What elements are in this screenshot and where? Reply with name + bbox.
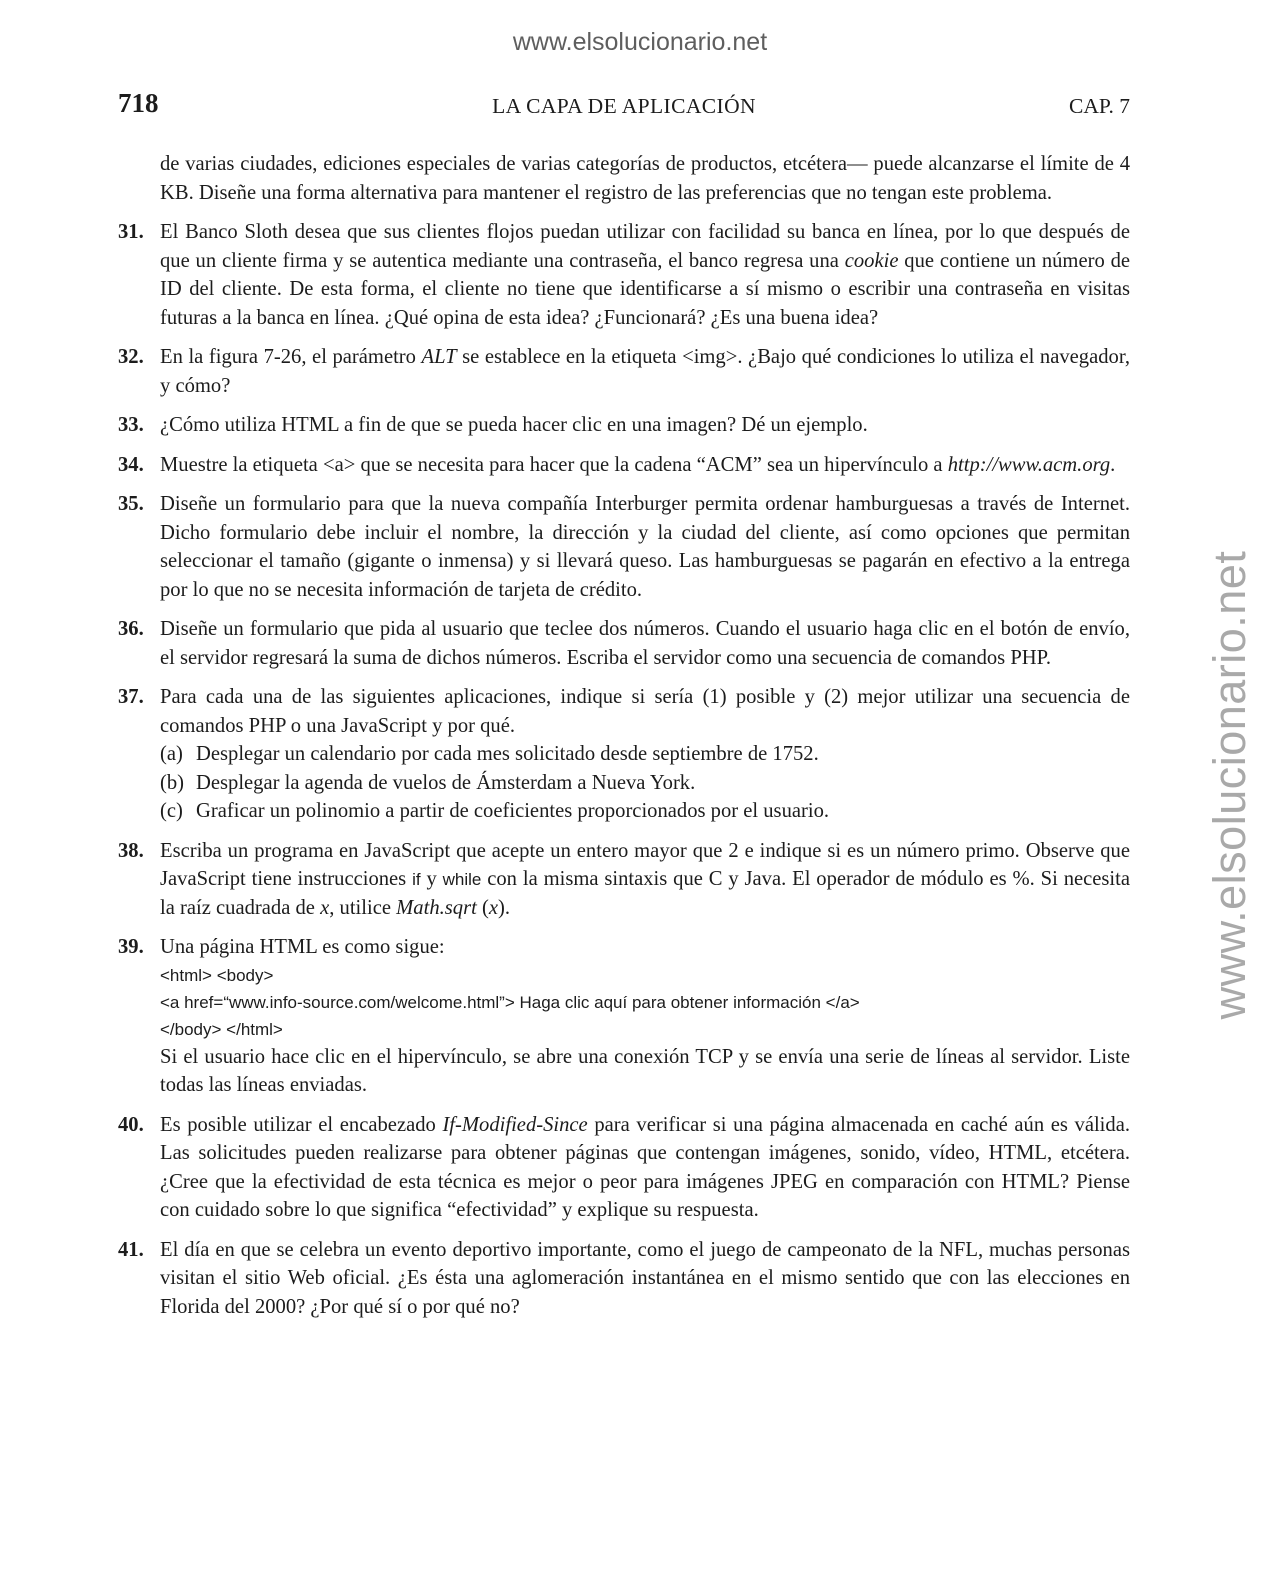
problem-italic: x [320, 896, 330, 919]
code-line: <a href=“www.info-source.com/welcome.html”> Haga clic aquí para obtener información </a> [160, 992, 860, 1012]
page-header [118, 88, 1130, 124]
problem-list [118, 150, 1130, 1332]
sub-item [160, 740, 1130, 769]
problem-38 [118, 837, 1130, 923]
problem-italic: ALT [421, 346, 457, 368]
continuation-text: de varias ciudades, ediciones especiales de varias categorías de productos, etcétera— puede alcanzarse el límite de 4 KB. Diseñe una forma alternativa para mantener el registro de las preferencias que no tengan este problema. [160, 153, 1130, 204]
problem-text: Para cada una de las siguientes aplicaciones, indique si sería (1) posible y (2) mejor utilizar una secuencia de comandos PHP o una JavaScript y por qué. [160, 686, 1130, 737]
problem-text: que contiene un número de ID del cliente. De esta forma, el cliente no tiene que identificarse a sí mismo o escribir una contraseña en visitas futuras a la banca en línea. ¿Qué opina de esta idea? ¿Funcionará? ¿Es una buena idea? [160, 249, 1131, 329]
problem-text: Diseñe un formulario para que la nueva compañía Interburger permita ordenar hamburguesas a través de Internet. Dicho formulario debe incluir el nombre, la dirección y la ciudad del cliente, así como opciones que permitan seleccionar el tamaño (gigante o inmensa) y si llevará queso. Las hamburguesas se pagarán en efectivo a la entrega por lo que no se necesita información de tarjeta de crédito. [160, 493, 1130, 601]
code-line: <html> <body> [160, 965, 274, 985]
problem-36 [118, 615, 1130, 672]
problem-text: Muestre la etiqueta <a> que se necesita para hacer que la cadena “ACM” sea un hipervínculo a [160, 453, 948, 476]
problem-number: 33. [118, 414, 144, 436]
problem-number: 41. [118, 1238, 144, 1261]
problem-32 [118, 343, 1130, 400]
problem-number: 38. [118, 839, 144, 862]
problem-text: El Banco Sloth desea que sus clientes flojos puedan utilizar con facilidad su banca en línea, por lo que después de que un cliente firma y se autentica mediante una contraseña, el banco regresa una [160, 221, 1130, 272]
problem-text: para verificar si una página almacenada en caché aún es válida. Las solicitudes pueden realizarse para obtener páginas que contengan imágenes, sonido, vídeo, HTML, etcétera. ¿Cree que la efectividad de esta técnica es mejor o peor para imágenes JPEG en comparación con HTML? Piense con cuidado sobre lo que significa “efectividad” y explique su respuesta. [160, 1113, 1130, 1221]
problem-33 [118, 411, 1130, 440]
problem-34 [118, 451, 1130, 480]
problem-text: En la figura 7-26, el parámetro [160, 346, 422, 368]
problem-italic: cookie [844, 249, 899, 272]
problem-number: 36. [118, 618, 144, 640]
watermark-top: www.elsolucionario.net [512, 28, 768, 56]
problem-italic: x [488, 896, 498, 919]
sub-item-text: Desplegar un calendario por cada mes solicitado desde septiembre de 1752. [196, 743, 819, 765]
problem-text: Escriba un programa en JavaScript que acepte un entero mayor que 2 e indique si es un número primo. Observe que JavaScript tiene instrucciones [160, 839, 1130, 890]
problem-italic: Math.sqrt [396, 896, 477, 919]
problem-number: 39. [118, 936, 144, 958]
code-line: </body> </html> [160, 1019, 283, 1039]
problem-number: 35. [118, 493, 144, 515]
problem-number: 37. [118, 686, 144, 708]
problem-number: 34. [118, 453, 144, 476]
problem-text: Si el usuario hace clic en el hipervínculo, se abre una conexión TCP y se envía una serie de líneas al servidor. Liste todas las líneas enviadas. [160, 1045, 1130, 1096]
problem-number: 32. [118, 346, 144, 368]
problem-text: ). [497, 896, 510, 919]
sub-item [160, 769, 1130, 798]
sub-item-label: (a) [160, 743, 183, 765]
code-keyword: while [442, 870, 482, 889]
page-number: 718 [118, 88, 159, 118]
problem-text: , utilice [329, 896, 397, 919]
problem-number: 31. [118, 221, 144, 243]
problem-italic: http://www.acm.org [947, 453, 1111, 476]
problem-text: . [1110, 453, 1116, 476]
sub-item-label: (b) [160, 771, 185, 794]
problem-text: ¿Cómo utiliza HTML a fin de que se pueda hacer clic en una imagen? Dé un ejemplo. [160, 414, 868, 436]
problem-number: 40. [118, 1113, 144, 1136]
problem-text: ( [476, 896, 489, 919]
sub-item-text: Desplegar la agenda de vuelos de Ámsterdam a Nueva York. [196, 771, 696, 794]
problem-text: con la misma sintaxis que C y Java. El operador de módulo es %. Si necesita la raíz cuadrada de [160, 868, 1131, 919]
problem-text: Es posible utilizar el encabezado [160, 1113, 443, 1136]
problem-40 [118, 1111, 1130, 1225]
code-keyword: if [412, 870, 421, 889]
problem-35 [118, 490, 1130, 604]
sub-item-label: (c) [160, 800, 183, 822]
watermark-side: www.elsolucionario.net [1204, 550, 1255, 1020]
problem-italic: If-Modified-Since [442, 1113, 588, 1136]
problem-37 [118, 683, 1130, 826]
problem-text: Una página HTML es como sigue: [160, 936, 445, 958]
problem-text: se establece en la etiqueta <img>. ¿Bajo qué condiciones lo utiliza el navegador, y cómo? [160, 346, 1131, 397]
problem-text: El día en que se celebra un evento deportivo importante, como el juego de campeonato de la NFL, muchas personas visitan el sitio Web oficial. ¿Es ésta una aglomeración instantánea en el mismo sentido que con las elecciones en Florida del 2000? ¿Por qué sí o por qué no? [160, 1238, 1130, 1318]
running-title: LA CAPA DE APLICACIÓN [492, 94, 756, 118]
problem-text: y [420, 868, 443, 890]
problem-text: Diseñe un formulario que pida al usuario que teclee dos números. Cuando el usuario haga clic en el botón de envío, el servidor regresará la suma de dichos números. Escriba el servidor como una secuencia de comandos PHP. [160, 618, 1130, 669]
sub-item [160, 797, 1130, 826]
problem-41 [118, 1236, 1130, 1322]
problem-39 [118, 933, 1130, 1100]
sub-item-text: Graficar un polinomio a partir de coeficientes proporcionados por el usuario. [196, 800, 830, 822]
problem-31 [118, 218, 1130, 332]
chapter-label: CAP. 7 [1069, 94, 1130, 118]
